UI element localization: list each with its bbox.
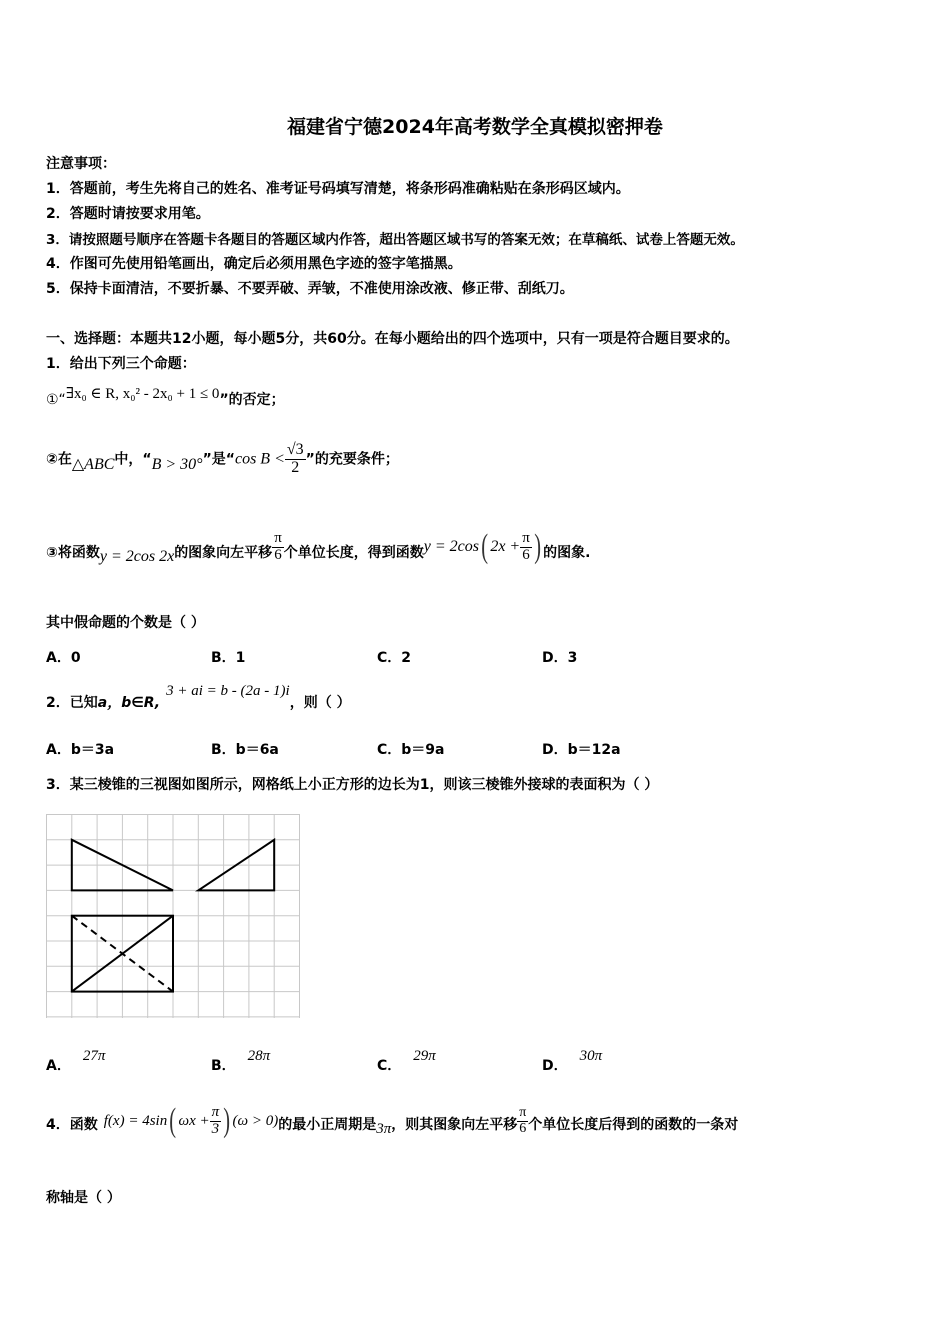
q2-option-b[interactable]: B．b＝6a <box>211 742 279 758</box>
q1-proposition-2 <box>46 442 399 477</box>
q4-inner-num: π <box>211 1103 220 1120</box>
q3-stem: 3．某三棱锥的三视图如图所示，网格纸上小正方形的边长为1，则该三棱锥外接球的表面积为（ ） <box>46 777 659 793</box>
q2-option-a[interactable]: A．b＝3a <box>46 742 115 758</box>
q1-p3-mid2: 个单位长度，得到函数 <box>283 545 424 561</box>
notice-item: 5．保持卡面清洁，不要折暴、不要弄破、弄皱，不准使用涂改液、修正带、刮纸刀。 <box>46 281 574 297</box>
q2-equation: 3 + ai = b - (2a - 1)i <box>166 683 290 699</box>
q1-p3-suffix: 的图象. <box>543 545 591 561</box>
q4-mid3: 个单位长度后得到的函数的一条对 <box>528 1117 739 1133</box>
q2-option-d[interactable]: D．b＝12a <box>542 742 621 758</box>
q1-stem: 1．给出下列三个命题： <box>46 356 196 372</box>
q1-proposition-1 <box>46 386 285 409</box>
q4-period: 3π <box>376 1121 392 1137</box>
q2-vars: a，b∈R, <box>97 695 161 711</box>
notice-item: 4．作图可先使用铅笔画出，确定后必须用黑色字迹的签字笔描黑。 <box>46 256 462 272</box>
q1-question: 其中假命题的个数是（ ） <box>46 615 205 631</box>
q1-p2-frac-den: 2 <box>291 458 300 476</box>
q3-option-d-label: D． <box>542 1058 568 1074</box>
q1-p3-shift-num: π <box>274 529 282 546</box>
q1-option-d[interactable]: D．3 <box>542 650 578 666</box>
q3-option-b-value: 28π <box>247 1048 271 1064</box>
q4-mid1: 的最小正周期是 <box>278 1117 377 1133</box>
q1-p1-mark: ①“ <box>46 392 66 408</box>
page-title: 福建省宁德2024年高考数学全真模拟密押卷 <box>287 116 663 138</box>
q2-stem-b: ，则（ ） <box>289 695 351 711</box>
q1-p2-fraction <box>285 442 306 477</box>
q4-stem-line2: 称轴是（ ） <box>46 1190 121 1206</box>
q3-option-a-value: 27π <box>82 1048 106 1064</box>
q1-p2-frac-num: √3 <box>286 441 304 458</box>
q1-p3-shift-den: 6 <box>274 546 282 563</box>
q1-option-a[interactable]: A．0 <box>46 650 81 666</box>
q1-option-b[interactable]: B．1 <box>211 650 246 666</box>
q1-p2-cos: cos B < <box>234 450 285 468</box>
q4-shift-num: π <box>519 1104 527 1120</box>
q1-p1-suffix: ”的否定； <box>219 392 285 408</box>
section-heading: 一、选择题：本题共12小题，每小题5分，共60分。在每小题给出的四个选项中，只有一项是符合题目要求的。 <box>46 331 739 347</box>
q1-p3-mark: ③将函数 <box>46 545 100 561</box>
q1-p2-mid: 中，“ <box>114 451 152 468</box>
q1-p1-math: ∃x₀ ∈ R, x₀² - 2x₀ + 1 ≤ 0 <box>65 386 220 402</box>
q4-inner: ωx + <box>178 1113 210 1129</box>
q3-option-d[interactable] <box>542 1045 603 1074</box>
q4-shift <box>517 1106 528 1136</box>
q4-cond: (ω > 0) <box>232 1113 279 1129</box>
notice-item: 3．请按照题号顺序在答题卡各题目的答题区域内作答，超出答题区域书写的答案无效；在草稿纸、试卷上答题无效。 <box>46 232 744 248</box>
q3-option-b-label: B． <box>211 1058 236 1074</box>
notice-heading: 注意事项： <box>46 156 116 172</box>
q1-p3-func2-frac <box>520 531 532 564</box>
q3-option-b[interactable] <box>211 1045 271 1074</box>
q3-option-a[interactable] <box>46 1045 106 1074</box>
q4-shift-den: 6 <box>519 1120 527 1136</box>
q1-p2-is: ”是“ <box>202 451 235 468</box>
q4-stem-a: 4．函数 <box>46 1117 98 1133</box>
q1-p2-mark: ②在 <box>46 451 72 468</box>
q4-inner-den: 3 <box>211 1120 220 1137</box>
q2-option-c[interactable]: C．b＝9a <box>377 742 445 758</box>
q1-p2-triangle: △ABC <box>71 456 115 474</box>
q1-p3-func2-a: y = 2cos <box>423 538 479 555</box>
q1-p3-func1: y = 2cos 2x <box>99 548 175 565</box>
q1-p3-shift <box>272 531 284 564</box>
q3-option-a-label: A． <box>46 1058 71 1074</box>
q3-option-c-label: C． <box>377 1058 402 1074</box>
q4-stem <box>46 1102 738 1140</box>
q1-p3-func2-den: 6 <box>522 546 530 563</box>
notice-item: 2．答题时请按要求用笔。 <box>46 206 210 222</box>
q3-option-d-value: 30π <box>579 1048 603 1064</box>
q3-option-c[interactable] <box>377 1045 436 1074</box>
q1-p3-mid1: 的图象向左平移 <box>174 545 273 561</box>
q4-mid2: ，则其图象向左平移 <box>391 1117 518 1133</box>
three-view-diagram <box>46 814 302 1020</box>
q4-inner-frac <box>210 1105 222 1138</box>
q2-stem-a: 2．已知 <box>46 695 98 711</box>
q1-p3-func2-num: π <box>522 529 530 546</box>
q3-option-c-value: 29π <box>413 1048 436 1064</box>
q1-proposition-3 <box>46 528 590 566</box>
notice-item: 1．答题前，考生先将自己的姓名、准考证号码填写清楚，将条形码准确粘贴在条形码区域内。 <box>46 181 630 197</box>
q1-option-c[interactable]: C．2 <box>377 650 412 666</box>
left-paren: ( <box>169 1102 177 1139</box>
right-paren: ) <box>534 528 541 565</box>
q4-func: f(x) = 4sin <box>103 1113 168 1129</box>
q1-p2-cond: B > 30° <box>151 456 203 474</box>
q1-p2-suffix: ”的充要条件； <box>305 451 399 468</box>
q1-p3-func2-b: 2x + <box>490 538 521 555</box>
right-paren: ) <box>223 1102 231 1139</box>
q2-stem <box>46 683 351 712</box>
left-paren: ( <box>481 528 489 565</box>
